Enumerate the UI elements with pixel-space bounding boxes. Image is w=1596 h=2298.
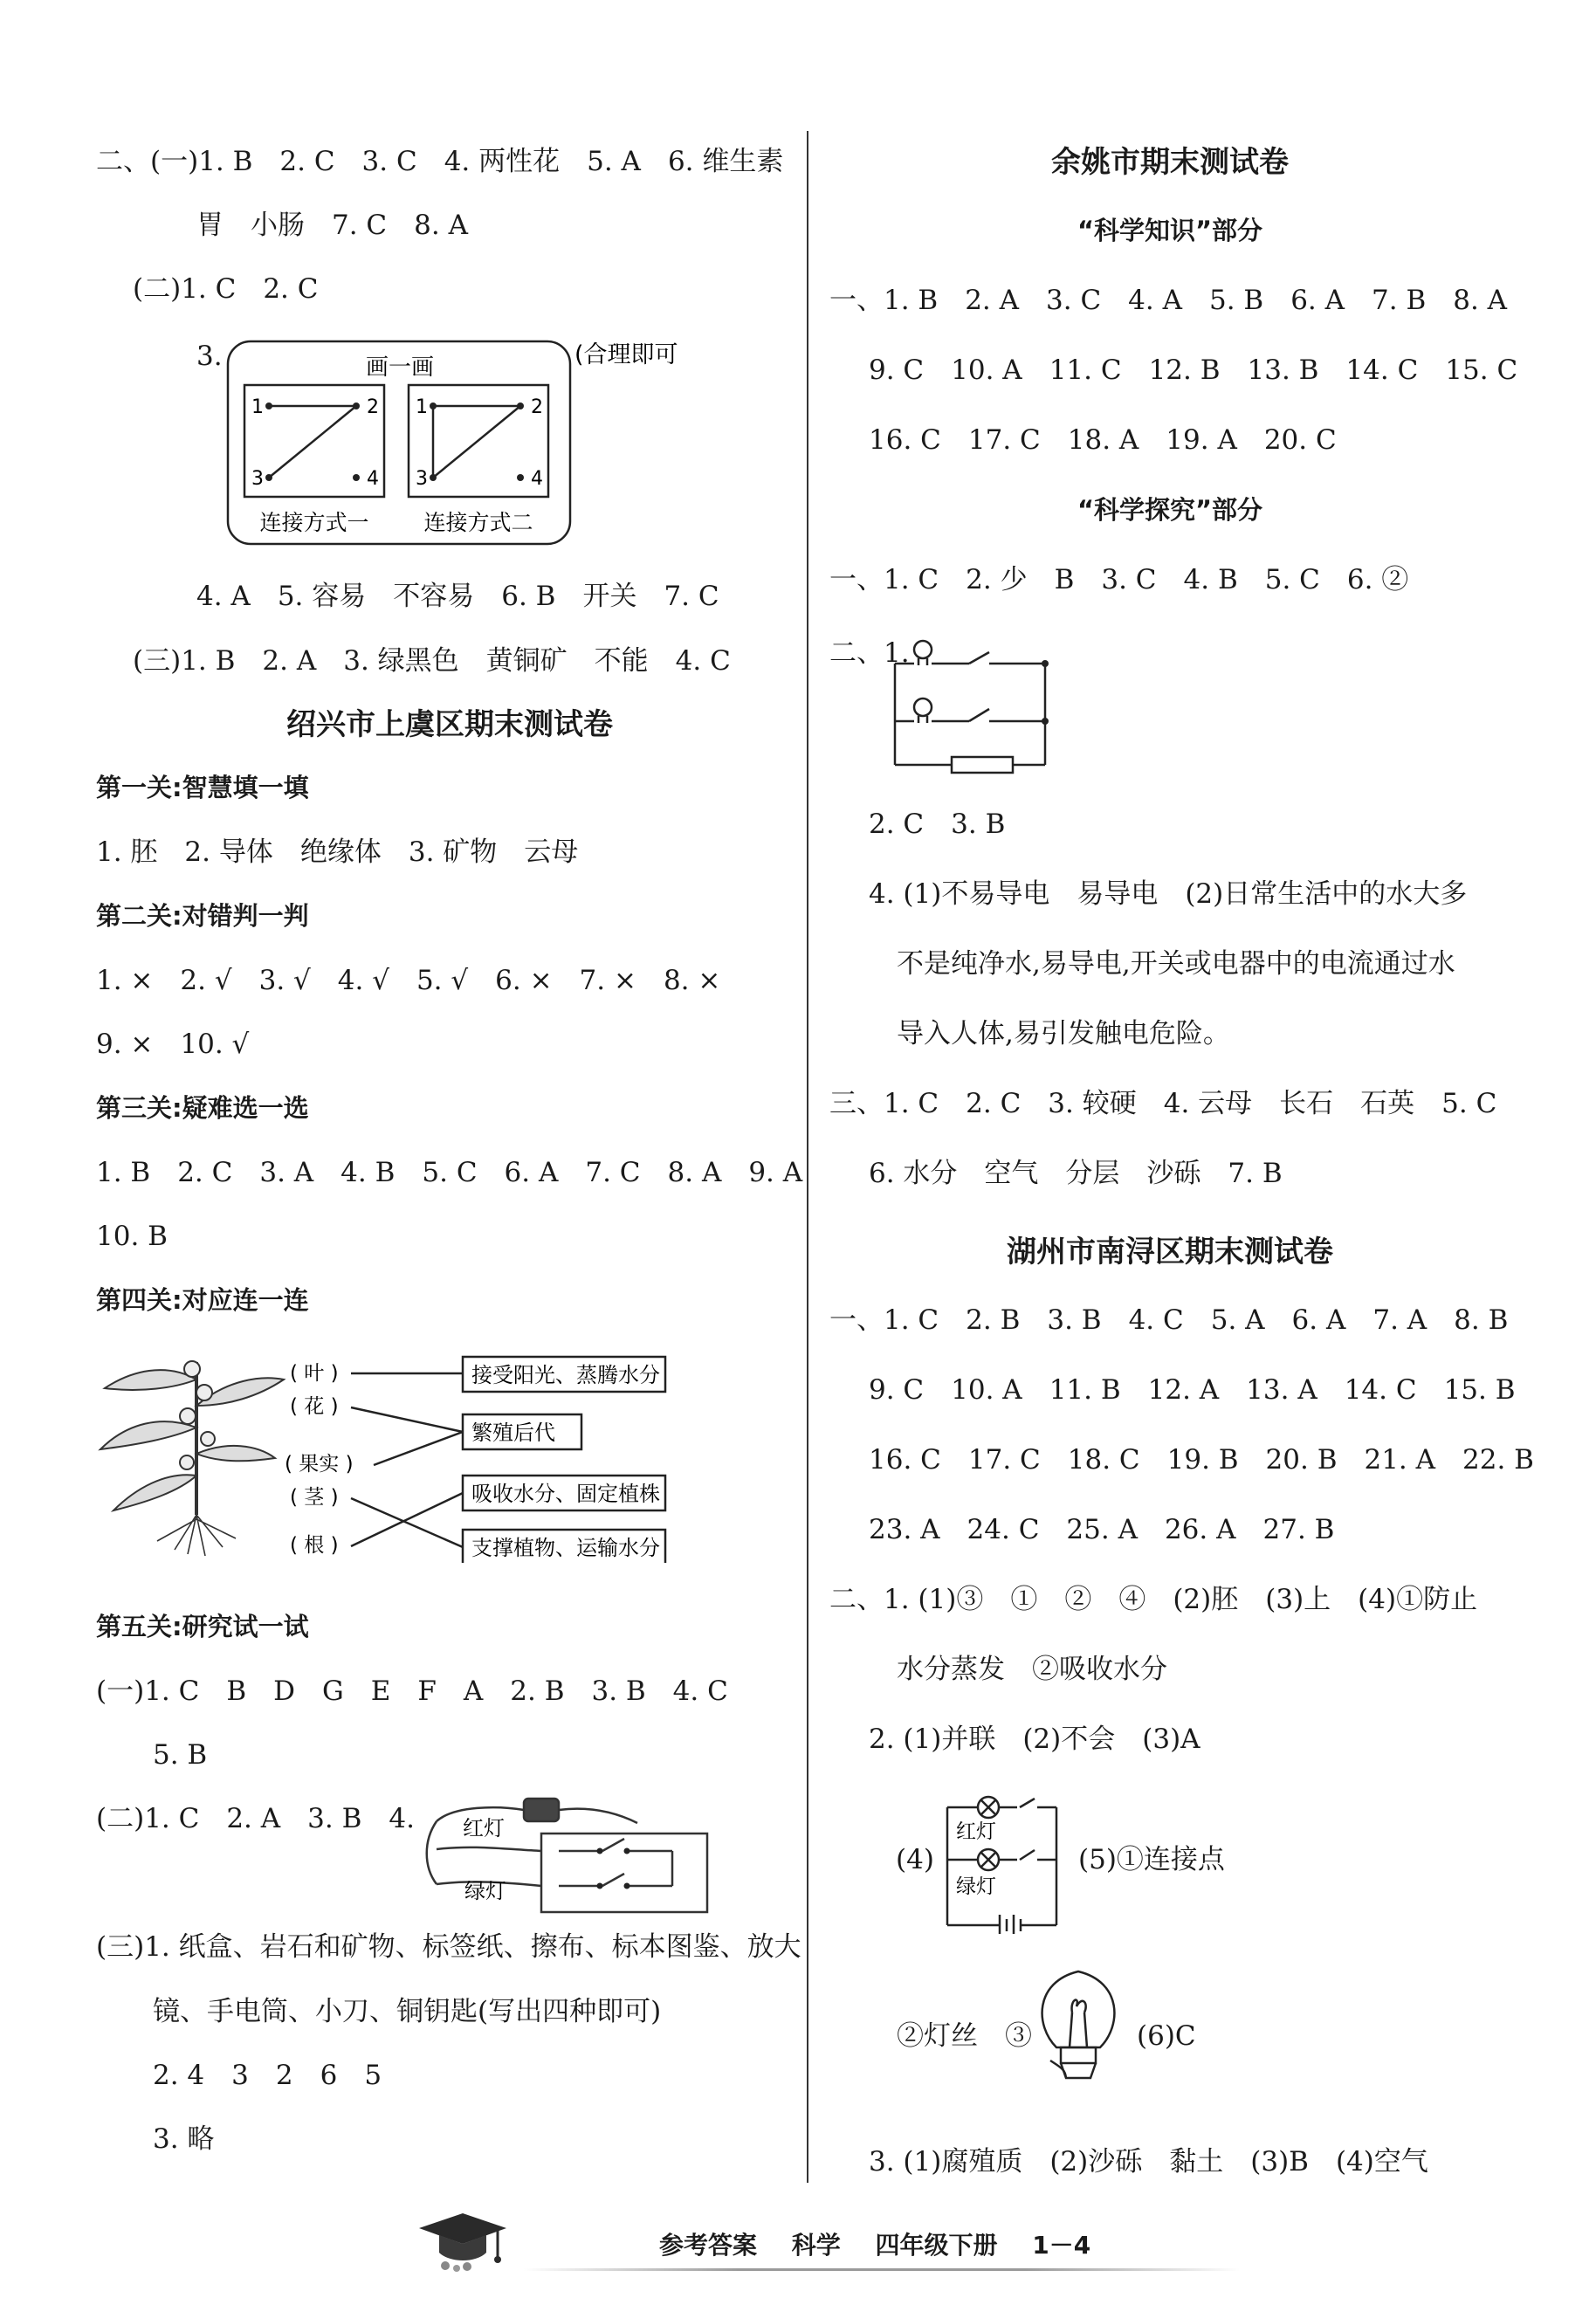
answer-line: 1. 胚 2. 导体 绝缘体 3. 矿物 云母 [96, 836, 579, 868]
function-box: 吸收水分、固定植株 [471, 1482, 660, 1506]
subsection-heading: “科学知识”部分 [1077, 216, 1263, 245]
answer-line: 2. 4 3 2 6 5 [153, 2060, 382, 2091]
column-divider [807, 131, 808, 2183]
answer-line: (5)①连接点 [1078, 1844, 1225, 1875]
answer-line: 二、1. (1)③ ① ② ④ (2)胚 (3)上 (4)①防止 [829, 1584, 1478, 1615]
graduation-cap-icon [415, 2209, 511, 2274]
answer-line: 水分蒸发 ②吸收水分 [897, 1654, 1167, 1685]
footer-label: 参考答案 [659, 2231, 758, 2260]
answer-line: 1. B 2. C 3. A 4. B 5. C 6. A 7. C 8. A 9. A [96, 1157, 803, 1188]
red-light-label: 红灯 [956, 1820, 996, 1843]
point-label: 3 [416, 468, 428, 490]
answer-line: 9. C 10. A 11. B 12. A 13. A 14. C 15. B [869, 1374, 1516, 1406]
point-label: 3 [251, 468, 264, 490]
bulb-icon [1035, 1956, 1122, 2095]
answer-line: 4. (1)不易导电 易导电 (2)日常生活中的水大多 [869, 878, 1468, 910]
answer-line: 16. C 17. C 18. A 19. A 20. C [869, 424, 1337, 456]
answer-line: 2. C 3. B [869, 808, 1006, 840]
section-title-shangyu: 绍兴市上虞区期末测试卷 [286, 707, 613, 742]
answer-line: 一、1. C 2. B 3. B 4. C 5. A 6. A 7. A 8. B [829, 1304, 1509, 1336]
footer-rule [524, 2268, 1240, 2271]
subsection-heading: 第四关:对应连一连 [96, 1285, 309, 1315]
footer [659, 2226, 1117, 2261]
answer-line: (三)1. B 2. A 3. 绿黑色 黄铜矿 不能 4. C [133, 645, 731, 677]
answer-line: 9. C 10. A 11. C 12. B 13. B 14. C 15. C [869, 354, 1518, 386]
function-box: 繁殖后代 [471, 1421, 555, 1445]
answer-line: 镜、手电筒、小刀、铜钥匙(写出四种即可) [153, 1996, 662, 2027]
answer-line: (三)1. 纸盒、岩石和矿物、标签纸、擦布、标本图鉴、放大 [96, 1931, 801, 1963]
answer-line: (一)1. C B D G E F A 2. B 3. B 4. C [96, 1675, 728, 1707]
point-label: 4 [367, 468, 379, 490]
answer-line: 5. B [153, 1739, 208, 1771]
answer-line: 二、1. [829, 637, 910, 669]
footer-grade: 四年级下册 [875, 2231, 998, 2260]
point-label: 4 [531, 468, 543, 490]
subsection-heading: 第一关:智慧填一填 [96, 773, 309, 802]
circuit-diagram-2 [943, 1794, 1065, 1934]
plant-matching-figure [96, 1345, 725, 1563]
answer-line: 不是纯净水,易导电,开关或电器中的电流通过水 [897, 948, 1455, 980]
answer-line: 4. A 5. 容易 不容易 6. B 开关 7. C [196, 581, 719, 612]
traffic-light-circuit [419, 1788, 716, 1919]
label-root: ( 根 ) [290, 1534, 339, 1557]
red-light-label: 红灯 [463, 1816, 505, 1840]
answer-line: 导入人体,易引发触电危险。 [897, 1018, 1230, 1049]
point-label: 1 [251, 396, 264, 418]
caption-two: 连接方式二 [423, 510, 533, 535]
function-box: 接受阳光、蒸腾水分 [471, 1363, 660, 1387]
question-number: 3. [196, 341, 223, 372]
answer-line: 2. (1)并联 (2)不会 (3)A [869, 1724, 1200, 1755]
answer-line: 3. (1)腐殖质 (2)沙砾 黏土 (3)B (4)空气 [869, 2146, 1428, 2178]
drawing-title: 画一画 [365, 354, 435, 381]
label-fruit: ( 果实 ) [285, 1453, 354, 1476]
answer-line: 一、1. B 2. A 3. C 4. A 5. B 6. A 7. B 8. A [829, 285, 1508, 316]
point-label: 2 [531, 396, 543, 418]
answer-line: 三、1. C 2. C 3. 较硬 4. 云母 长石 石英 5. C [829, 1088, 1497, 1119]
answer-line: 1. × 2. √ 3. √ 4. √ 5. √ 6. × 7. × 8. × [96, 965, 721, 996]
answer-line: ②灯丝 ③ [897, 2020, 1032, 2052]
answer-line: 3. 略 [153, 2123, 215, 2155]
answer-line: 9. × 10. √ [96, 1029, 250, 1060]
drawing-figure [225, 336, 679, 550]
answer-line: 胃 小肠 7. C 8. A [196, 210, 468, 241]
subsection-heading: “科学探究”部分 [1077, 495, 1263, 525]
function-box: 支撑植物、运输水分 [471, 1536, 660, 1560]
answer-line: (二)1. C 2. C [133, 273, 319, 305]
section-title-nanxun: 湖州市南浔区期末测试卷 [1007, 1235, 1333, 1269]
answer-line: (二)1. C 2. A 3. B 4. [96, 1803, 415, 1834]
answer-line: 23. A 24. C 25. A 26. A 27. B [869, 1514, 1335, 1545]
green-light-label: 绿灯 [464, 1879, 506, 1903]
answer-line: 一、1. C 2. 少 B 3. C 4. B 5. C 6. ② [829, 564, 1409, 595]
subsection-heading: 第二关:对错判一判 [96, 901, 309, 931]
point-label: 1 [416, 396, 428, 418]
footer-subject: 科学 [791, 2231, 841, 2260]
question-number: (4) [896, 1844, 934, 1875]
answer-line: 10. B [96, 1221, 168, 1252]
point-label: 2 [367, 396, 379, 418]
answer-line: (6)C [1137, 2020, 1196, 2052]
subsection-heading: 第五关:研究试一试 [96, 1612, 309, 1641]
label-stem: ( 茎 ) [290, 1486, 339, 1509]
caption-one: 连接方式一 [259, 510, 369, 535]
answer-line: 二、(一)1. B 2. C 3. C 4. 两性花 5. A 6. 维生素 [96, 146, 784, 177]
note-text: (合理即可) [574, 341, 679, 368]
label-flower: ( 花 ) [290, 1395, 339, 1418]
label-leaf: ( 叶 ) [290, 1362, 339, 1385]
circuit-diagram-1 [886, 630, 1061, 779]
green-light-label: 绿灯 [956, 1875, 996, 1898]
page-number: 1－4 [1032, 2231, 1091, 2260]
answer-line: 6. 水分 空气 分层 沙砾 7. B [869, 1158, 1283, 1189]
plant-icon [100, 1361, 284, 1556]
answer-line: 16. C 17. C 18. C 19. B 20. B 21. A 22. B [869, 1444, 1534, 1476]
section-title-yuyao: 余姚市期末测试卷 [1051, 145, 1289, 180]
subsection-heading: 第三关:疑难选一选 [96, 1093, 309, 1123]
